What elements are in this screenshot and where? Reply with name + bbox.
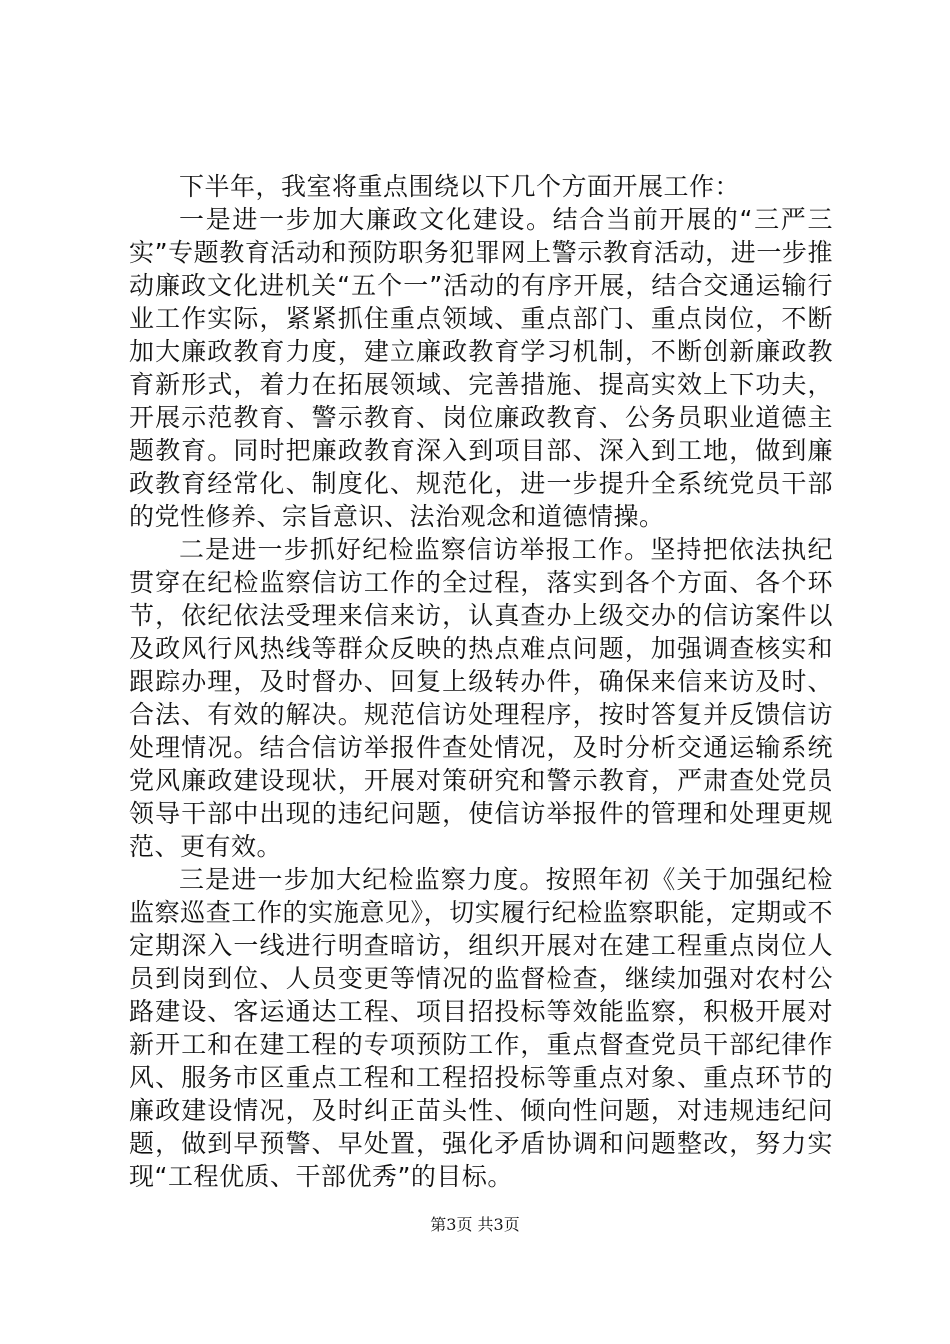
document-body bbox=[129, 170, 833, 1193]
paragraph-item-3: 三是进一步加大纪检监察力度。按照年初《关于加强纪检监察巡查工作的实施意见》，切实履行纪检监察职能，定期或不定期深入一线进行明查暗访，组织开展对在建工程重点岗位人员到岗到位、人员变更等情况的监督检查，继续加强对农村公路建设、客运通达工程、项目招投标等效能监察，积极开展对新开工和在建工程的专项预防工作，重点督查党员干部纪律作风、服务市区重点工程和工程招投标等重点对象、重点环节的廉政建设情况，及时纠正苗头性、倾向性问题，对违规违纪问题，做到早预警、早处置，强化矛盾协调和问题整改，努力实现“工程优质、干部优秀”的目标。 bbox=[129, 865, 833, 1191]
paragraph-item-1: 一是进一步加大廉政文化建设。结合当前开展的“三严三实”专题教育活动和预防职务犯罪网上警示教育活动，进一步推动廉政文化进机关“五个一”活动的有序开展，结合交通运输行业工作实际，紧紧抓住重点领域、重点部门、重点岗位，不断加大廉政教育力度，建立廉政教育学习机制，不断创新廉政教育新形式，着力在拓展领域、完善措施、提高实效上下功夫，开展示范教育、警示教育、岗位廉政教育、公务员职业道德主题教育。同时把廉政教育深入到项目部、深入到工地，做到廉政教育经常化、制度化、规范化，进一步提升全系统党员干部的党性修养、宗旨意识、法治观念和道德情操。 bbox=[129, 205, 833, 531]
page-number-footer: 第3页 共3页 bbox=[430, 1215, 520, 1234]
paragraph-item-2: 二是进一步抓好纪检监察信访举报工作。坚持把依法执纪贯穿在纪检监察信访工作的全过程，落实到各个方面、各个环节，依纪依法受理来信来访，认真查办上级交办的信访案件以及政风行风热线等群众反映的热点难点问题，加强调查核实和跟踪办理，及时督办、回复上级转办件，确保来信来访及时、合法、有效的解决。规范信访处理程序，按时答复并反馈信访处理情况。结合信访举报件查处情况，及时分析交通运输系统党风廉政建设现状，开展对策研究和警示教育，严肃查处党员领导干部中出现的违纪问题，使信访举报件的管理和处理更规范、更有效。 bbox=[129, 535, 833, 861]
paragraph-intro: 下半年，我室将重点围绕以下几个方面开展工作： bbox=[179, 172, 741, 201]
